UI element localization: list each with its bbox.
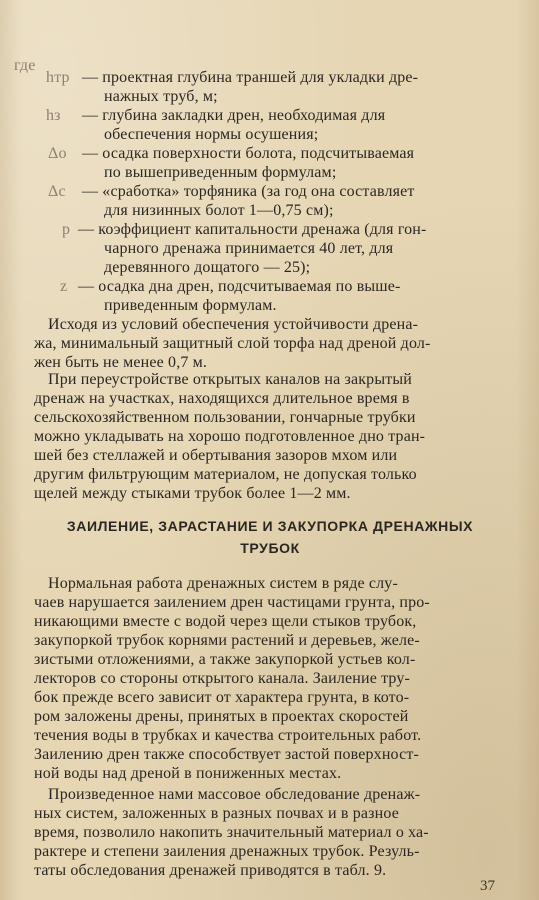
text-line: щелей между стыками трубок более 1—2 мм. [34, 485, 351, 502]
text-line: Произведенное нами массовое обследование дренаж- [48, 786, 421, 803]
page-number: 37 [480, 878, 495, 894]
text-line: шей без стеллажей и обертывания зазоров мхом или [34, 447, 398, 464]
text-line: Нормальная работа дренажных систем в ряде слу- [48, 575, 398, 592]
definition-line: обеспечения нормы осушения; [104, 126, 319, 143]
definition-line: — коэффициент капитальности дренажа (для гон- [78, 221, 427, 238]
text-line: течения воды в трубках и качества строительных работ. [34, 727, 422, 744]
definition-symbol: Δс [48, 183, 66, 200]
text-line: рактере и степени заиления дренажных трубок. Резуль- [34, 843, 420, 860]
definition-symbol: z [60, 278, 68, 295]
text-line: сельскохозяйственном пользовании, гончарные трубки [34, 409, 416, 426]
definition-line: — глубина закладки дрен, необходимая для [82, 107, 386, 124]
text-line: можно укладывать на хорошо подготовленное дно тран- [34, 428, 426, 445]
definition-line: для низинных болот 1—0,75 см); [104, 202, 334, 219]
text-line: закупоркой трубок корнями растений и деревьев, желе- [34, 632, 420, 649]
text-line: другим фильтрующим материалом, не допуская только [34, 466, 417, 483]
text-line: лекторов со стороны открытого канала. Заиление тру- [34, 670, 411, 687]
definition-line: — осадка дна дрен, подсчитываемая по выше- [78, 278, 401, 295]
text-line: чаев нарушается заилением дрен частицами грунта, про- [34, 594, 430, 611]
definition-line: — проектная глубина траншей для укладки дре- [82, 69, 419, 86]
text-line: ных систем, заложенных в разных почвах и в разное [34, 805, 399, 822]
text-line: Заилению дрен также способствует застой поверхност- [34, 746, 419, 763]
text-line: дренаж на участках, находящихся длительное время в [34, 390, 410, 407]
text-line: таты обследования дренажей приводятся в табл. 9. [34, 862, 387, 879]
section-heading-continuation: ТРУБОК [240, 540, 300, 556]
definition-symbol: hтр [46, 69, 70, 86]
definition-line: — «сработка» торфяника (за год она составляет [82, 183, 415, 200]
definition-symbol: hз [46, 107, 61, 124]
definition-line: чарного дренажа принимается 40 лет, для [104, 240, 394, 257]
definition-line: по вышеприведенным формулам; [104, 164, 337, 181]
definitions-intro: где [14, 57, 36, 74]
text-line: ной воды над дреной в пониженных местах. [34, 765, 342, 782]
text-line: бок прежде всего зависит от характера грунта, в кото- [34, 689, 410, 706]
text-line: жа, минимальный защитный слой торфа над дреной дол- [34, 335, 431, 352]
text-line: жен быть не менее 0,7 м. [34, 354, 208, 371]
text-line: время, позволило накопить значительный материал о ха- [34, 824, 429, 841]
definition-line: деревянного дощатого — 25); [104, 259, 311, 276]
definition-symbol: Δо [48, 145, 67, 162]
text-line: ром заложены дрены, принятых в проектах скоростей [34, 708, 409, 725]
text-line: никающими вместе с водой через щели стыков трубок, [34, 613, 417, 630]
text-line: Исходя из условий обеспечения устойчивости дрена- [48, 316, 419, 333]
text-line: При переустройстве открытых каналов на закрытый [48, 371, 412, 388]
text-line: зистыми отложениями, а также закупоркой устьев кол- [34, 651, 416, 668]
definition-line: — осадка поверхности болота, подсчитываемая [82, 145, 415, 162]
definition-line: нажных труб, м; [104, 88, 218, 105]
definition-line: приведенным формулам. [104, 297, 277, 314]
section-heading: ЗАИЛЕНИЕ, ЗАРАСТАНИЕ И ЗАКУПОРКА ДРЕНАЖНЫХ [66, 518, 474, 534]
definition-symbol: p [62, 221, 71, 238]
